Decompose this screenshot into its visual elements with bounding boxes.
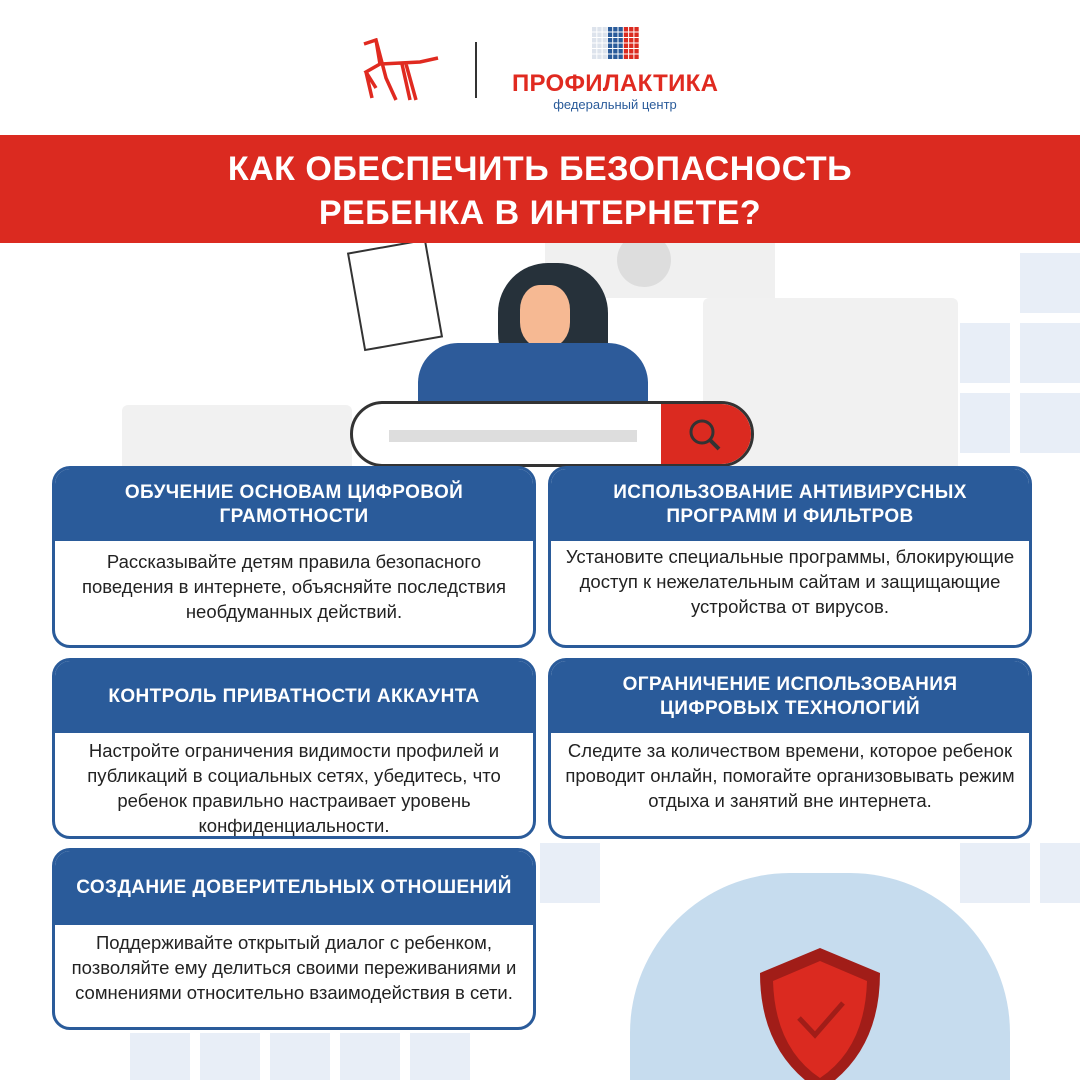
search-button (661, 404, 751, 464)
flag-grid-cell (634, 49, 638, 54)
flag-grid-cell (597, 49, 601, 54)
flag-grid-cell (613, 27, 617, 32)
card-text: Следите за количеством времени, которое ребенок проводит онлайн, помогайте организовывать режим отдыха и занятий вне интернета. (565, 740, 1015, 811)
flag-grid-cell (613, 55, 617, 60)
flag-grid-cell (603, 38, 607, 43)
flag-grid-cell (608, 38, 612, 43)
flag-grid-cell (613, 38, 617, 43)
magnifier-icon (661, 404, 751, 464)
flag-grid-cell (603, 55, 607, 60)
flag-grid-cell (608, 44, 612, 49)
card-title: ОБУЧЕНИЕ ОСНОВАМ ЦИФРОВОЙ ГРАМОТНОСТИ (55, 469, 533, 541)
flag-grid-cell (634, 55, 638, 60)
tip-card-trust (52, 848, 536, 1030)
card-text: Настройте ограничения видимости профилей и публикаций в социальных сетях, убедитесь, что ребенок правильно настраивает уровень конфиденциальности. (87, 740, 501, 836)
flag-grid-cell (608, 55, 612, 60)
flag-grid-cell (629, 55, 633, 60)
flag-grid-cell (629, 27, 633, 32)
flag-grid-cell (608, 49, 612, 54)
browser-window-illustration (122, 405, 352, 475)
flag-grid-cell (634, 38, 638, 43)
flag-grid-cell (597, 44, 601, 49)
tip-card-digital-literacy (52, 466, 536, 648)
document-illustration (347, 243, 443, 351)
card-title: ИСПОЛЬЗОВАНИЕ АНТИВИРУСНЫХ ПРОГРАММ И ФИЛЬТРОВ (551, 469, 1029, 541)
flag-grid-cell (629, 38, 633, 43)
flag-grid-cell (592, 49, 596, 54)
card-text: Рассказывайте детям правила безопасного поведения в интернете, объясняйте последствия необдуманных действий. (82, 551, 506, 622)
flag-grid-logo-icon (592, 27, 640, 61)
page-title (0, 135, 1080, 243)
flag-grid-cell (624, 49, 628, 54)
flag-grid-cell (608, 27, 612, 32)
flag-grid-cell (613, 49, 617, 54)
flag-grid-cell (603, 49, 607, 54)
card-text: Поддерживайте открытый диалог с ребенком, позволяйте ему делиться своими переживаниями и сомнениями относительно взаимодействия в сети. (71, 932, 517, 1003)
flag-grid-cell (629, 44, 633, 49)
flag-grid-cell (613, 33, 617, 38)
tip-card-privacy (52, 658, 536, 839)
tip-card-limit-usage (548, 658, 1032, 839)
logo-divider (475, 42, 477, 98)
flag-grid-cell (629, 33, 633, 38)
flag-grid-cell (592, 33, 596, 38)
org-subtitle: федеральный центр (553, 97, 677, 112)
flag-grid-cell (624, 55, 628, 60)
flag-grid-cell (634, 27, 638, 32)
flag-grid-cell (592, 27, 596, 32)
flag-grid-cell (597, 55, 601, 60)
flag-grid-cell (603, 27, 607, 32)
search-bar-illustration (350, 401, 754, 467)
card-title: СОЗДАНИЕ ДОВЕРИТЕЛЬНЫХ ОТНОШЕНИЙ (55, 851, 533, 925)
flag-grid-cell (597, 33, 601, 38)
flag-grid-cell (619, 49, 623, 54)
header (0, 0, 1080, 135)
flag-grid-cell (634, 44, 638, 49)
shield-check-icon (755, 943, 885, 1080)
flag-grid-cell (619, 55, 623, 60)
flag-grid-cell (597, 27, 601, 32)
flag-grid-cell (613, 44, 617, 49)
title-line-1: КАК ОБЕСПЕЧИТЬ БЕЗОПАСНОСТЬ (227, 150, 853, 188)
flag-grid-cell (619, 33, 623, 38)
flag-grid-cell (624, 44, 628, 49)
flag-grid-cell (634, 33, 638, 38)
horse-logo-icon (362, 38, 442, 102)
woman-face (520, 285, 570, 347)
org-name: ПРОФИЛАКТИКА (512, 70, 719, 97)
flag-grid-cell (592, 55, 596, 60)
flag-grid-cell (603, 33, 607, 38)
flag-grid-cell (624, 38, 628, 43)
flag-grid-cell (624, 33, 628, 38)
flag-grid-cell (619, 38, 623, 43)
flag-grid-cell (608, 33, 612, 38)
title-line-2: РЕБЕНКА В ИНТЕРНЕТЕ? (318, 194, 762, 232)
flag-grid-cell (624, 27, 628, 32)
flag-grid-cell (592, 44, 596, 49)
flag-grid-cell (619, 27, 623, 32)
flag-grid-cell (629, 49, 633, 54)
card-title: КОНТРОЛЬ ПРИВАТНОСТИ АККАУНТА (55, 661, 533, 733)
flag-grid-cell (597, 38, 601, 43)
tip-card-antivirus (548, 466, 1032, 648)
flag-grid-cell (619, 44, 623, 49)
flag-grid-cell (592, 38, 596, 43)
card-title: ОГРАНИЧЕНИЕ ИСПОЛЬЗОВАНИЯ ЦИФРОВЫХ ТЕХНОЛОГИЙ (551, 661, 1029, 733)
flag-grid-cell (603, 44, 607, 49)
card-text: Установите специальные программы, блокирующие доступ к нежелательным сайтам и защищающие устройства от вирусов. (565, 546, 1015, 617)
